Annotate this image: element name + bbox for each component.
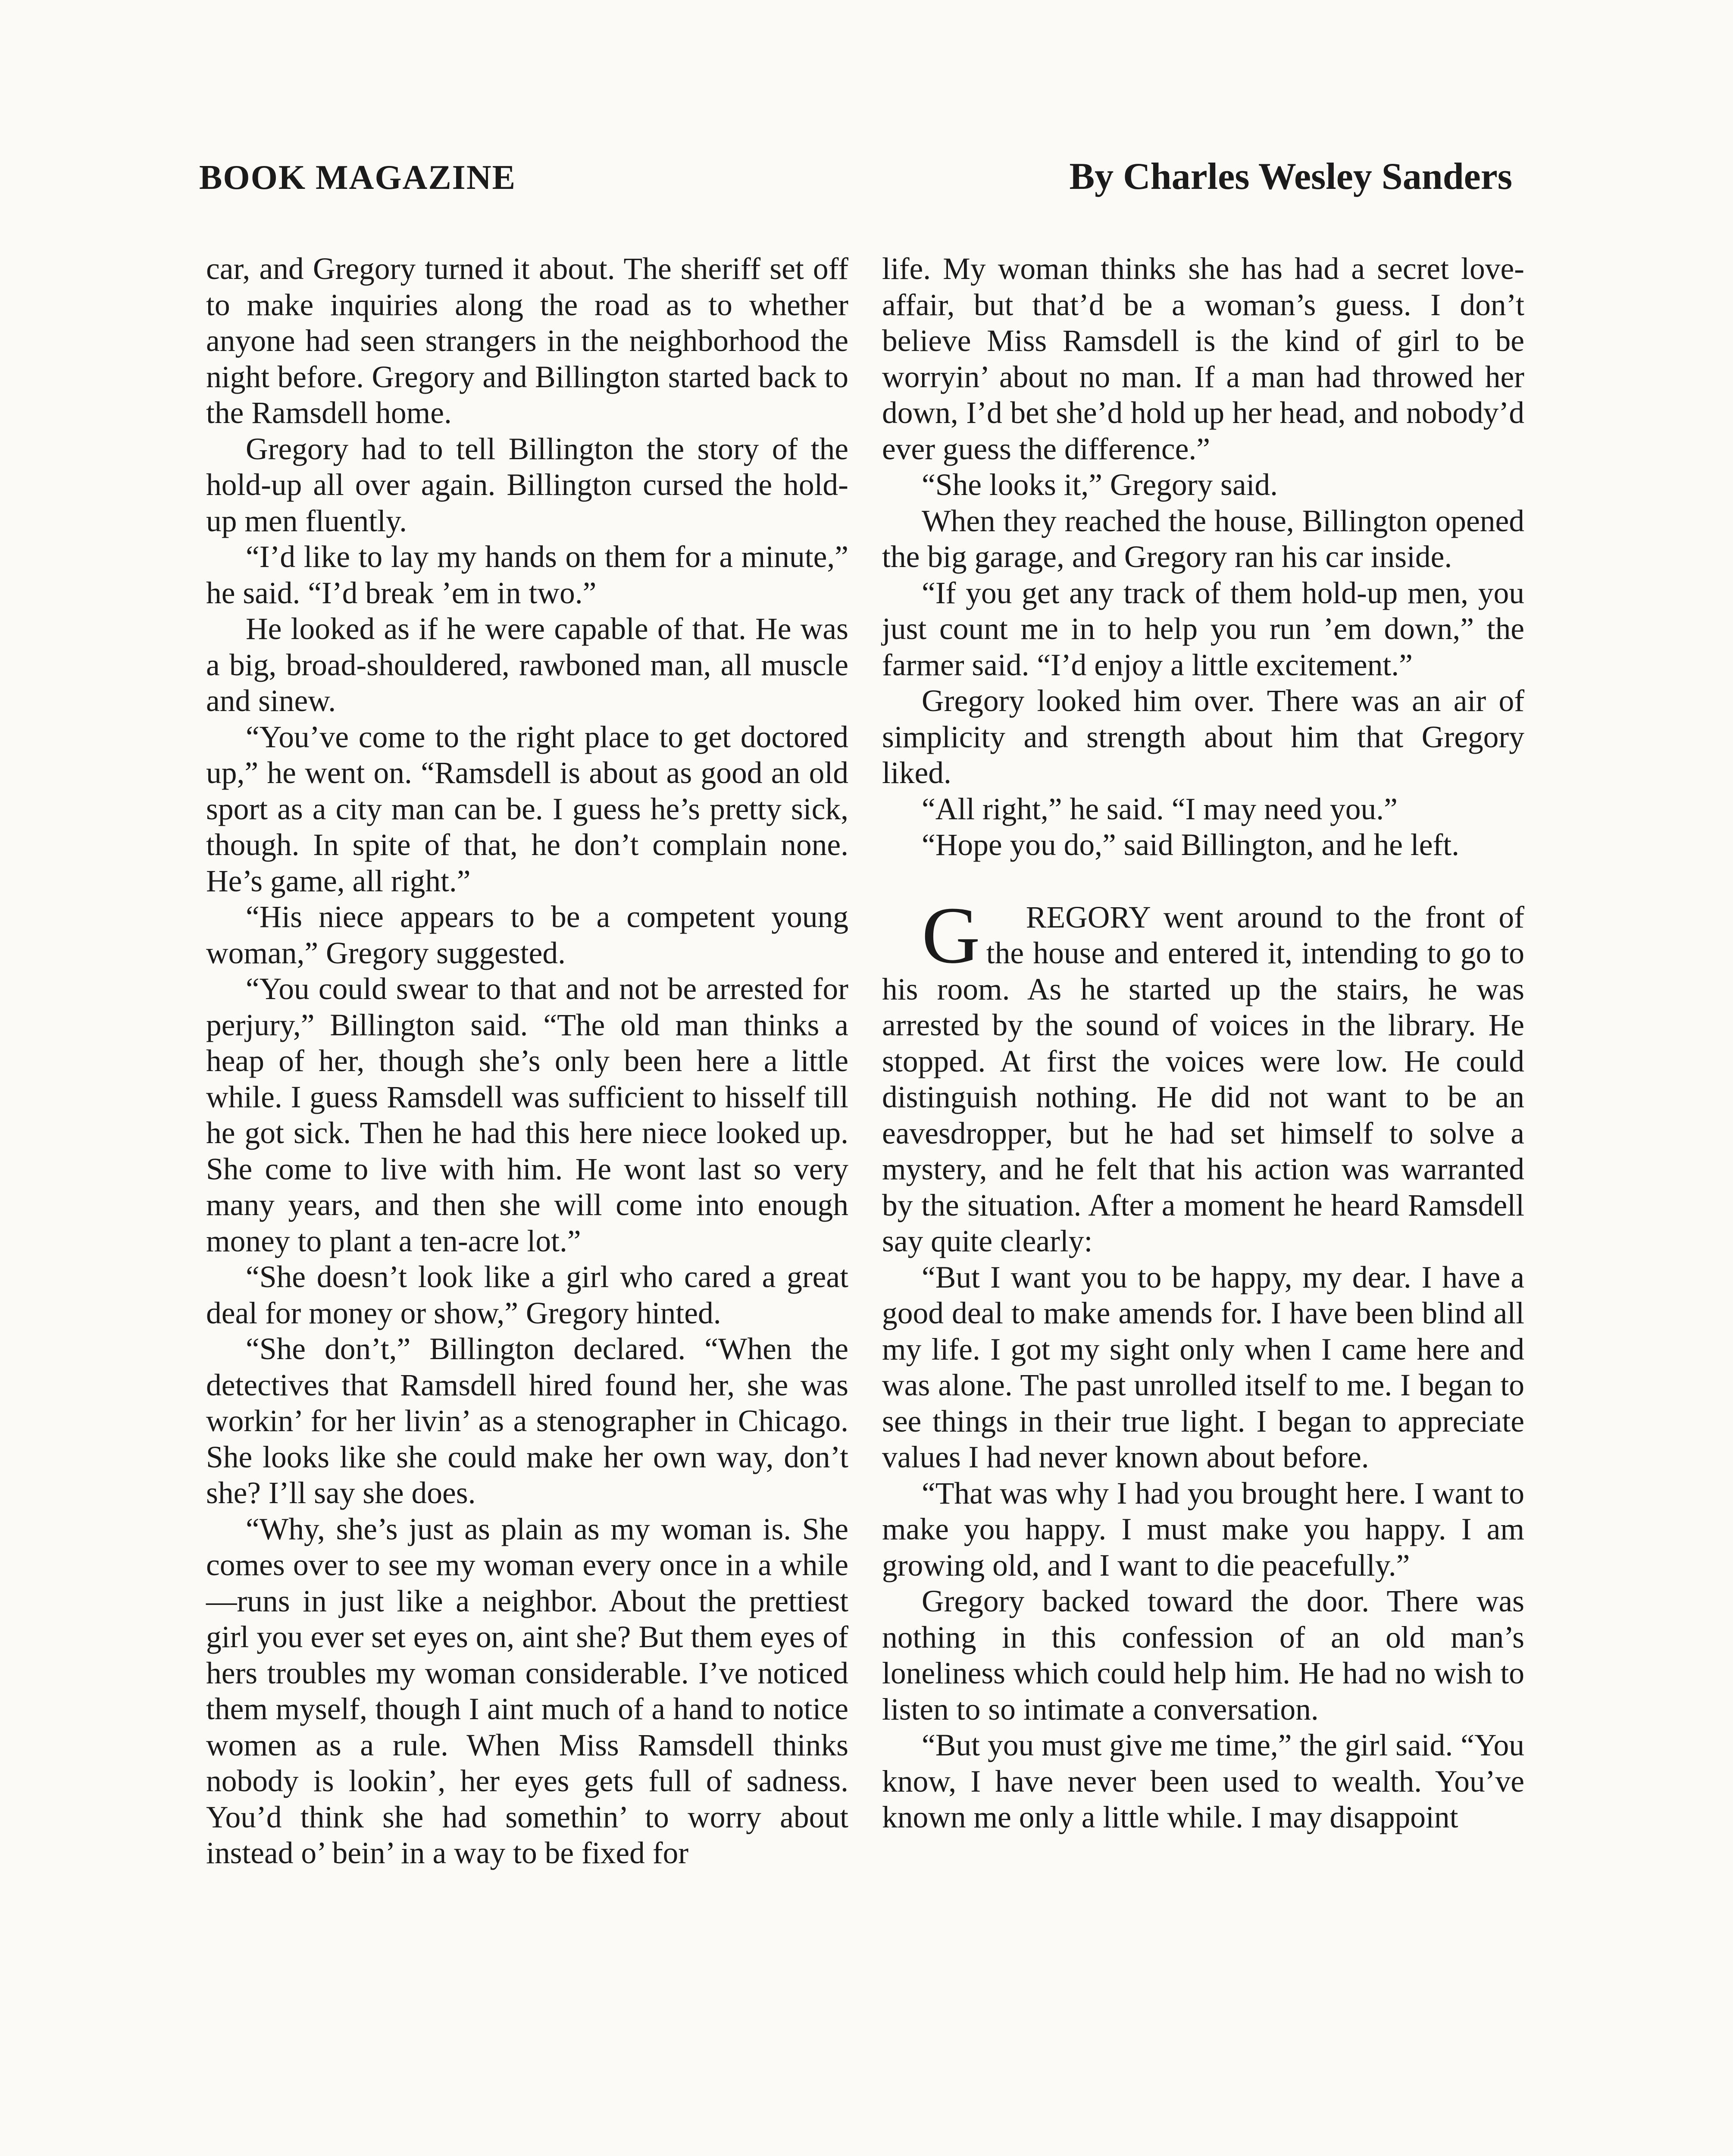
paragraph: car, and Gregory turned it about. The sheriff set off to make inquiries along the road as to whether anyone had seen strangers in the neighborhood the night before. Gregory and Billington started back to the Ramsdell home.: [206, 252, 848, 430]
paragraph: “But I want you to be happy, my dear. I have a good deal to make amends for. I have been blind all my life. I got my sight only when I came here and was alone. The past unrolled itself to me. I began to see things in their true light. I began to appreciate values I had never known about before.: [882, 1260, 1524, 1474]
paragraph: He looked as if he were capable of that. He was a big, broad-shouldered, rawboned man, all muscle and sinew.: [206, 612, 848, 718]
paragraph: Gregory had to tell Billington the story of the hold-up all over again. Billington cursed the hold-up men fluently.: [206, 432, 848, 538]
paragraph: Gregory backed toward the door. There was nothing in this confession of an old man’s loneliness which could help him. He had no wish to listen to so intimate a conversation.: [882, 1584, 1524, 1727]
paragraph: “She looks it,” Gregory said.: [922, 468, 1278, 502]
paragraph: “She don’t,” Billington declared. “When the detectives that Ramsdell hired found her, she was workin’ for her livin’ as a stenographer in Chicago. She looks like she could make her own way, don’t she? I’ll say she does.: [206, 1332, 848, 1510]
paragraph: life. My woman thinks she has had a secret love-affair, but that’d be a woman’s guess. I don’t believe Miss Ramsdell is the kind of girl to be worryin’ about no man. If a man had throwed her down, I’d bet she’d hold up her head, and nobody’d ever guess the difference.”: [882, 252, 1524, 466]
section-opening-text: REGORY went around to the front of the house and entered it, intending to go to his room. As he started up the stairs, he was arrested by the sound of voices in the library. He stopped. At first the voices were low. He could distinguish nothing. He did not want to be an eavesdropper, but he had set himself to solve a mystery, and he felt that his action was warranted by the situation. After a moment he heard Ramsdell say quite clearly:: [882, 900, 1524, 1258]
paragraph: “That was why I had you brought here. I want to make you happy. I must make you happy. I am growing old, and I want to die peacefully.”: [882, 1476, 1524, 1583]
paragraph: “You’ve come to the right place to get doctored up,” he went on. “Ramsdell is about as good an old sport as a city man can be. I guess he’s pretty sick, though. In spite of that, he don’t complain none. He’s game, all right.”: [206, 720, 848, 898]
magazine-title: BOOK MAGAZINE: [199, 159, 516, 197]
drop-cap: G: [922, 890, 980, 980]
paragraph: Gregory looked him over. There was an air of simplicity and strength about him that Gregory liked.: [882, 684, 1524, 790]
paragraph: “All right,” he said. “I may need you.”: [922, 792, 1398, 826]
paragraph: “If you get any track of them hold-up men, you just count me in to help you run ’em down,” the farmer said. “I’d enjoy a little excitement.”: [882, 576, 1524, 682]
paragraph: “Hope you do,” said Billington, and he left.: [922, 828, 1460, 862]
paragraph: “But you must give me time,” the girl said. “You know, I have never been used to wealth. You’ve known me only a little while. I may disappoint: [882, 1728, 1524, 1834]
paragraph: “She doesn’t look like a girl who cared a great deal for money or show,” Gregory hinted.: [206, 1260, 848, 1330]
paragraph: “Why, she’s just as plain as my woman is. She comes over to see my woman every once in a while—runs in just like a neighbor. About the prettiest girl you ever set eyes on, aint she? But them eyes of hers troubles my woman considerable. I’ve noticed them myself, though I aint much of a hand to notice women as a rule. When Miss Ramsdell thinks nobody is lookin’, her eyes gets full of sadness. You’d think she had somethin’ to worry about instead o’ bein’ in a way to be fixed for: [206, 1512, 848, 1870]
left-column: [206, 251, 848, 1871]
paragraph: “You could swear to that and not be arrested for perjury,” Billington said. “The old man thinks a heap of her, though she’s only been here a little while. I guess Ramsdell was sufficient to hisself till he got sick. Then he had this here niece looked up. She come to live with him. He wont last so very many years, and then she will come into enough money to plant a ten-acre lot.”: [206, 972, 848, 1258]
paragraph: When they reached the house, Billington opened the big garage, and Gregory ran his car inside.: [882, 504, 1524, 574]
paragraph: “I’d like to lay my hands on them for a minute,” he said. “I’d break ’em in two.”: [206, 540, 848, 610]
right-column: [882, 251, 1524, 1836]
author-byline: By Charles Wesley Sanders: [1069, 156, 1512, 197]
section-opening-paragraph: [882, 890, 1524, 1260]
paragraph: “His niece appears to be a competent young woman,” Gregory suggested.: [206, 900, 848, 970]
